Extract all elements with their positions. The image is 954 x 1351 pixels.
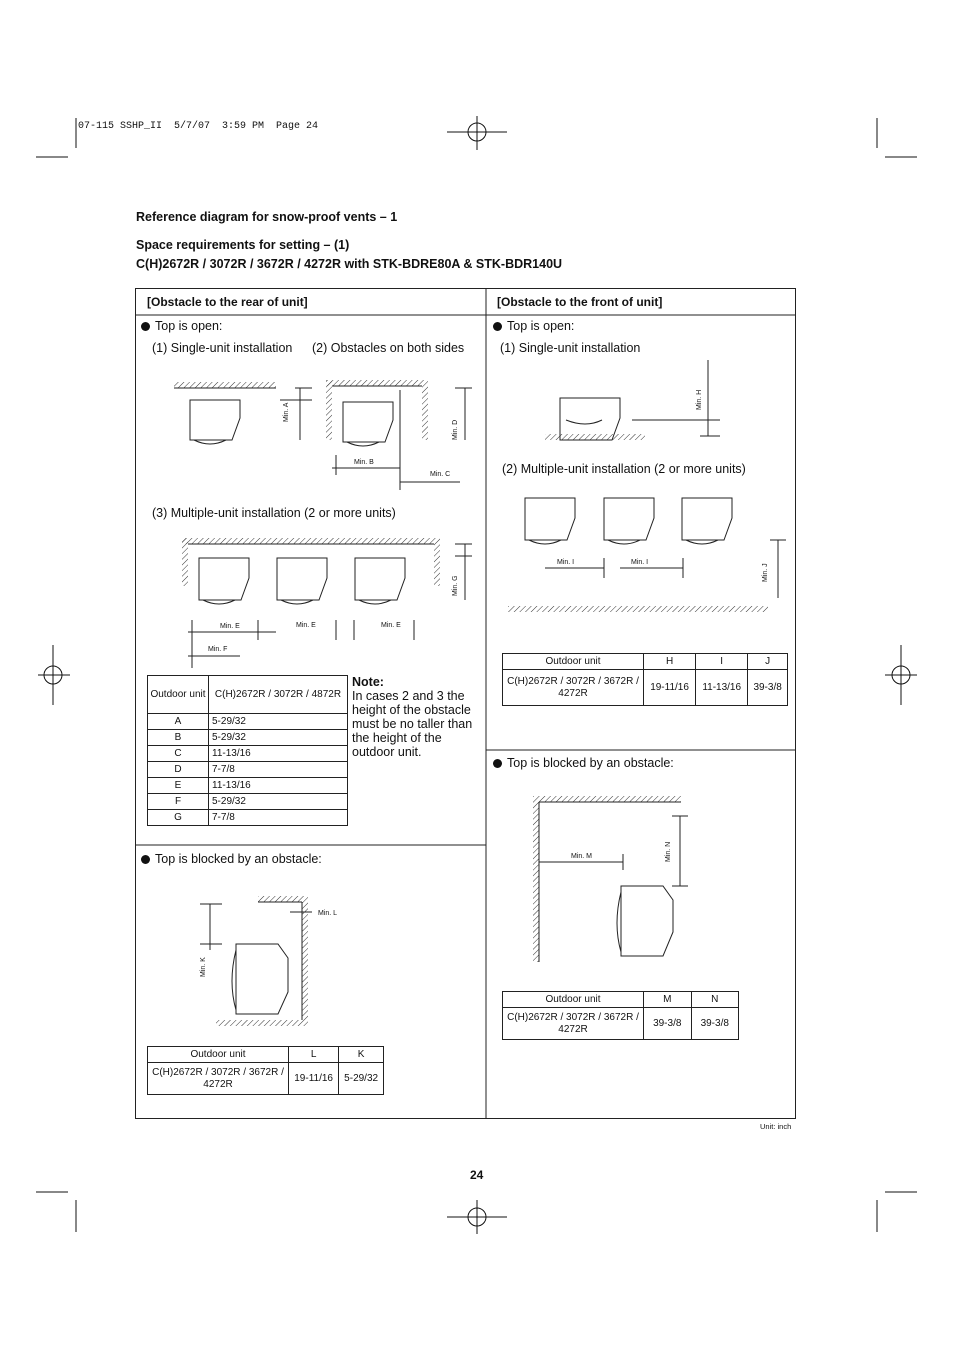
min-c-label: Min. C (430, 471, 451, 478)
page-title: Reference diagram for snow-proof vents – 1 (136, 210, 398, 224)
table-row: E (148, 778, 209, 794)
table-head: N (691, 992, 739, 1008)
note-line: outdoor unit. (352, 745, 422, 759)
table-cell: C(H)2672R / 3072R / 3672R / 4272R (503, 1008, 644, 1040)
min-i-label-1: Min. I (557, 559, 575, 566)
table-head: J (748, 654, 788, 670)
min-d-label: Min. D (452, 419, 459, 440)
table-cell: 19-11/16 (289, 1063, 339, 1095)
table-cell: 11-13/16 (209, 778, 348, 794)
rear-table-head-unit: Outdoor unit (148, 676, 209, 714)
table-cell: 5-29/32 (209, 714, 348, 730)
table-cell: 11-13/16 (696, 670, 748, 706)
table-cell: 5-29/32 (209, 730, 348, 746)
min-f-label: Min. F (208, 646, 228, 653)
min-b-label: Min. B (354, 459, 374, 466)
front-open-label: Top is open: (507, 319, 575, 333)
min-l-label: Min. L (318, 910, 338, 917)
table-row: C (148, 746, 209, 762)
table-cell: 5-29/32 (209, 794, 348, 810)
table-cell: 39-3/8 (691, 1008, 739, 1040)
front-case2-label: (2) Multiple-unit installation (2 or more units) (502, 462, 746, 476)
min-g-label: Min. G (452, 575, 459, 596)
front-case1-label: (1) Single-unit installation (500, 341, 641, 355)
min-e-label-3: Min. E (381, 622, 401, 629)
note-line: the height of the (352, 731, 442, 745)
rear-case3-label: (3) Multiple-unit installation (2 or more units) (152, 506, 396, 520)
table-cell: 19-11/16 (644, 670, 696, 706)
min-m-label: Min. M (571, 853, 592, 860)
print-slug: 07-115 SSHP_II 5/7/07 3:59 PM Page 24 (78, 121, 319, 132)
table-row: B (148, 730, 209, 746)
rear-open-label: Top is open: (155, 319, 223, 333)
min-h-label: Min. H (696, 389, 703, 410)
table-cell: 39-3/8 (748, 670, 788, 706)
table-head: K (339, 1047, 384, 1063)
table-row: G (148, 810, 209, 826)
table-head: L (289, 1047, 339, 1063)
front-blocked-table (502, 991, 739, 1040)
note-line: must be no taller than (352, 717, 473, 731)
front-blocked-label: Top is blocked by an obstacle: (507, 756, 674, 770)
table-row: A (148, 714, 209, 730)
note-line: In cases 2 and 3 the (352, 689, 465, 703)
min-a-label: Min. A (283, 402, 290, 422)
table-head: Outdoor unit (148, 1047, 289, 1063)
min-e-label-1: Min. E (220, 623, 240, 630)
page-number: 24 (470, 1168, 484, 1182)
subtitle-2: C(H)2672R / 3072R / 3672R / 4272R with STK-BDRE80A & STK-BDR140U (136, 257, 563, 271)
min-n-label: Min. N (665, 841, 672, 862)
min-j-label: Min. J (762, 563, 769, 582)
table-cell: 39-3/8 (644, 1008, 692, 1040)
table-cell: 5-29/32 (339, 1063, 384, 1095)
rear-case1-label: (1) Single-unit installation (152, 341, 293, 355)
table-cell: C(H)2672R / 3072R / 3672R / 4272R (503, 670, 644, 706)
rear-table-head-model: C(H)2672R / 3072R / 4872R (209, 676, 348, 714)
rear-section-header: [Obstacle to the rear of unit] (147, 295, 308, 309)
table-head: H (644, 654, 696, 670)
rear-blocked-label: Top is blocked by an obstacle: (155, 852, 322, 866)
unit-note: Unit: inch (760, 1122, 792, 1131)
table-row: D (148, 762, 209, 778)
rear-case2-label: (2) Obstacles on both sides (312, 341, 465, 355)
front-section-header: [Obstacle to the front of unit] (497, 295, 663, 309)
table-head: M (644, 992, 692, 1008)
min-i-label-2: Min. I (631, 559, 649, 566)
table-head: I (696, 654, 748, 670)
table-cell: 7-7/8 (209, 810, 348, 826)
min-e-label-2: Min. E (296, 622, 316, 629)
subtitle-1: Space requirements for setting – (1) (136, 238, 350, 252)
table-row: F (148, 794, 209, 810)
note-title: Note: (352, 675, 384, 689)
note-line: height of the obstacle (352, 703, 471, 717)
table-head: Outdoor unit (503, 992, 644, 1008)
table-cell: 7-7/8 (209, 762, 348, 778)
table-cell: C(H)2672R / 3072R / 3672R / 4272R (148, 1063, 289, 1095)
min-k-label: Min. K (200, 957, 207, 977)
table-head: Outdoor unit (503, 654, 644, 670)
table-cell: 11-13/16 (209, 746, 348, 762)
